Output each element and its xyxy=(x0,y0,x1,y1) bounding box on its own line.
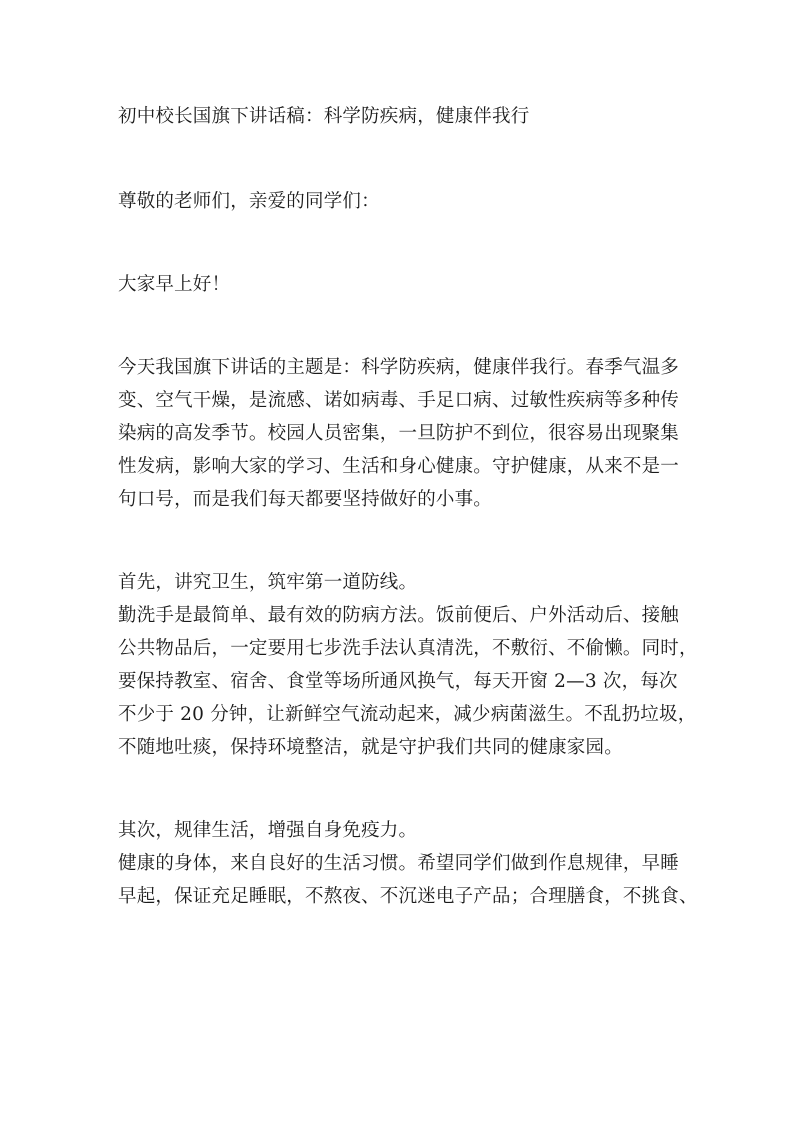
intro-line: 性发病，影响大家的学习、生活和身心健康。守护健康，从来不是一 xyxy=(118,456,680,477)
section1-line: 勤洗手是最简单、最有效的防病方法。饭前便后、户外活动后、接触 xyxy=(118,605,680,626)
intro-line: 变、空气干燥，是流感、诺如病毒、手足口病、过敏性疾病等多种传 xyxy=(118,390,680,411)
section1-heading: 首先，讲究卫生，筑牢第一道防线。 xyxy=(118,572,418,593)
section2-heading: 其次，规律生活，增强自身免疫力。 xyxy=(118,820,418,841)
intro-line: 句口号，而是我们每天都要坚持做好的小事。 xyxy=(118,489,493,510)
section1-line: 公共物品后，一定要用七步洗手法认真清洗，不敷衍、不偷懒。同时， xyxy=(118,638,698,659)
intro-line: 今天我国旗下讲话的主题是：科学防疾病，健康伴我行。春季气温多 xyxy=(118,357,680,378)
salutation: 尊敬的老师们，亲爱的同学们： xyxy=(118,191,380,212)
section1-line: 要保持教室、宿舍、食堂等场所通风换气，每天开窗 2—3 次，每次 xyxy=(118,671,678,692)
section2-line: 健康的身体，来自良好的生活习惯。希望同学们做到作息规律，早睡 xyxy=(118,853,680,874)
section2-line: 早起，保证充足睡眠，不熬夜、不沉迷电子产品；合理膳食，不挑食、 xyxy=(118,886,698,907)
section1-line: 不少于 20 分钟，让新鲜空气流动起来，减少病菌滋生。不乱扔垃圾， xyxy=(118,704,697,725)
section1-line: 不随地吐痰，保持环境整洁，就是守护我们共同的健康家园。 xyxy=(118,737,623,758)
greeting: 大家早上好！ xyxy=(118,274,231,295)
document-title: 初中校长国旗下讲话稿：科学防疾病，健康伴我行 xyxy=(118,106,530,127)
intro-line: 染病的高发季节。校园人员密集，一旦防护不到位，很容易出现聚集 xyxy=(118,423,680,444)
